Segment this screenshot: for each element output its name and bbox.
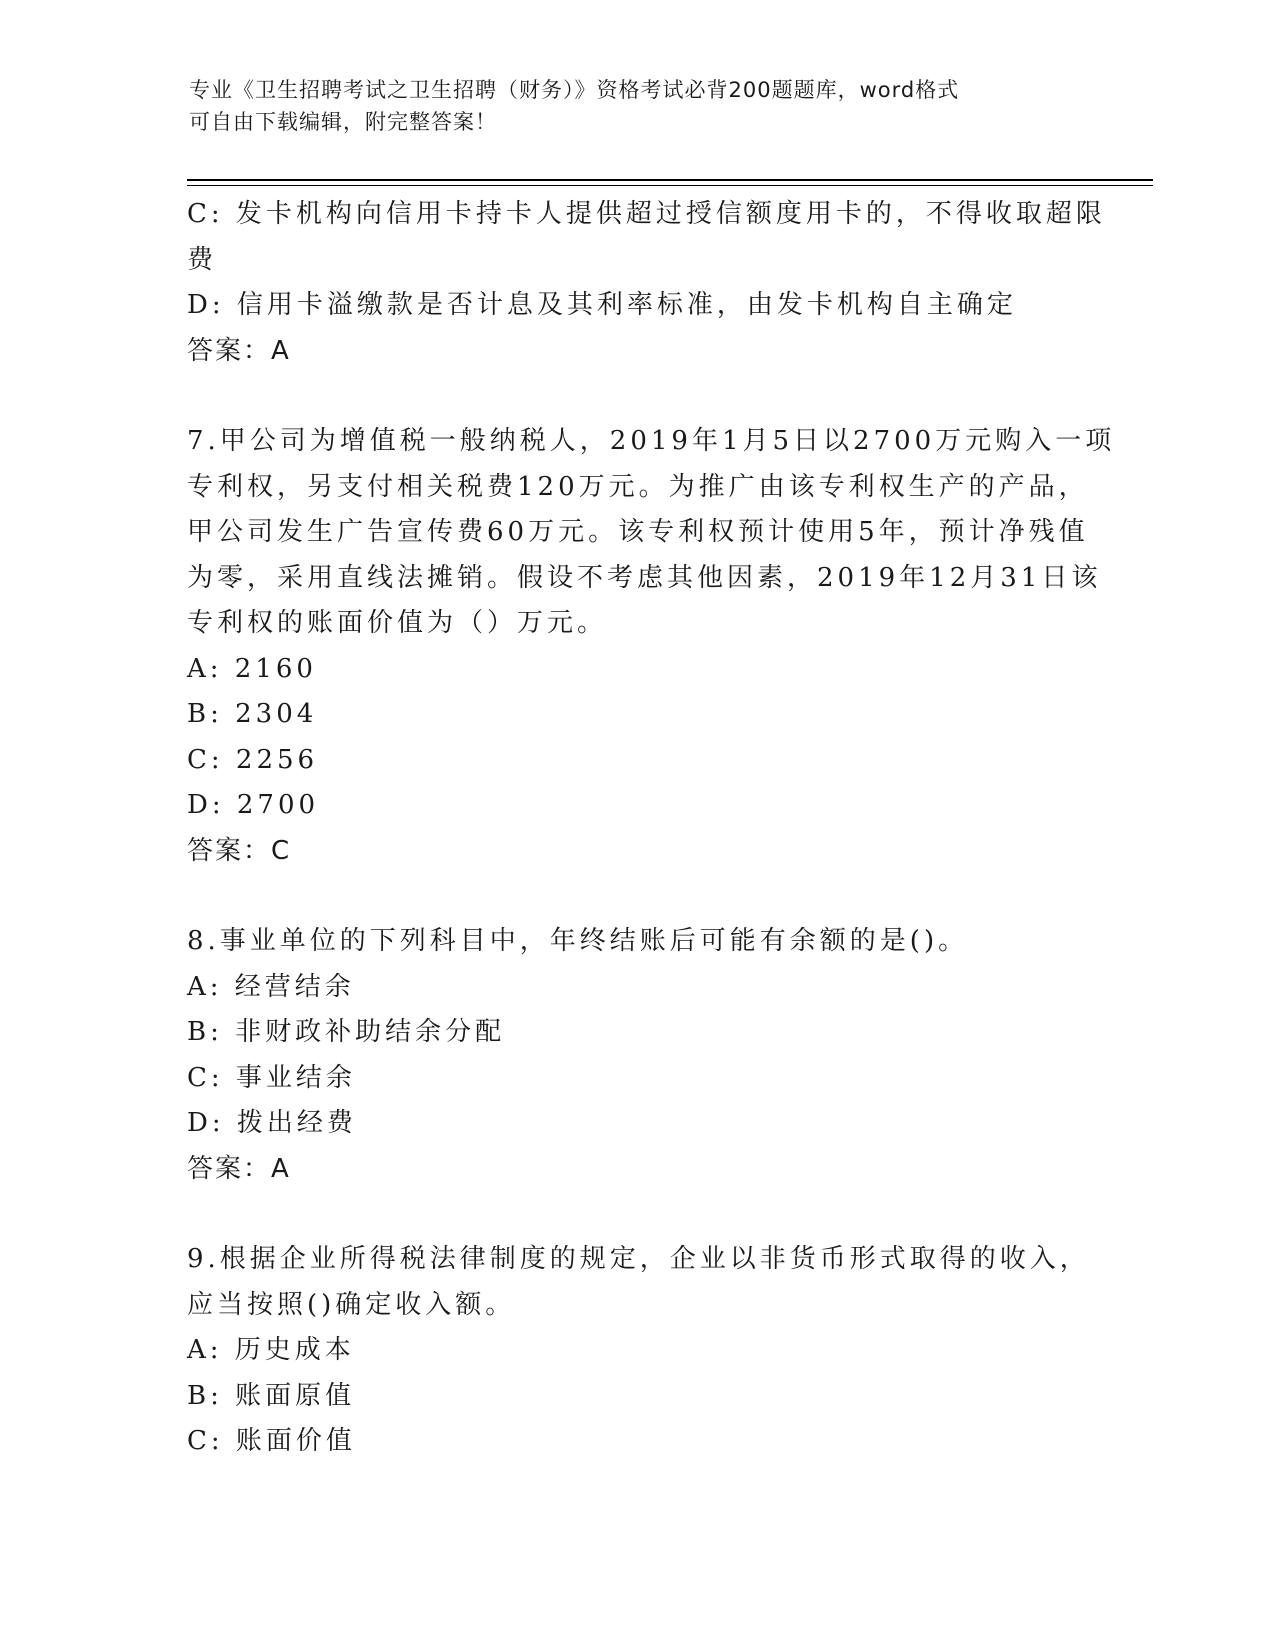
option-c-line-1: C: 发卡机构向信用卡持卡人提供超过授信额度用卡的，不得收取超限 [187,199,1106,229]
answer: 答案：A [187,335,291,366]
question-stem-line: 7.甲公司为增值税一般纳税人，2019年1月5日以2700万元购入一项 [187,426,1116,456]
option-a: A: 经营结余 [187,971,355,1002]
header-line-2: 可自由下载编辑，附完整答案！ [189,110,497,134]
question-stem-line: 为零，采用直线法摊销。假设不考虑其他因素，2019年12月31日该 [187,562,1102,593]
question-stem-line: 专利权的账面价值为（）万元。 [187,608,608,638]
question-6-continued [187,192,1106,374]
question-9 [187,1237,1090,1465]
answer: 答案：C [187,835,292,866]
header-rule-bottom [187,185,1153,186]
option-a: A: 历史成本 [187,1335,355,1365]
option-c: C: 2256 [187,744,319,775]
option-c: C: 账面价值 [187,1426,356,1456]
question-8 [187,919,1087,1192]
option-a: A: 2160 [187,653,317,684]
option-d: D: 拨出经费 [187,1108,357,1138]
option-d: D: 信用卡溢缴款是否计息及其利率标准，由发卡机构自主确定 [187,290,1017,320]
question-stem-line: 8.事业单位的下列科目中，年终结账后可能有余额的是()。 [187,926,969,956]
question-stem-line: 专利权，另支付相关税费120万元。为推广由该专利权生产的产品， [187,471,1089,502]
question-stem-line: 应当按照()确定收入额。 [187,1289,516,1320]
question-list [187,192,1116,1465]
option-c: C: 事业结余 [187,1062,356,1093]
question-7 [187,419,1116,874]
header-rule-top [187,179,1153,181]
option-b: B: 2304 [187,699,318,729]
question-stem-line: 甲公司发生广告宣传费60万元。该专利权预计使用5年，预计净残值 [187,517,1089,547]
option-b: B: 非财政补助结余分配 [187,1017,506,1047]
option-d: D: 2700 [187,790,320,820]
question-stem-line: 9.根据企业所得税法律制度的规定，企业以非货币形式取得的收入， [187,1244,1090,1274]
option-c-line-2: 费 [187,244,218,275]
option-b: B: 账面原值 [187,1380,356,1411]
header-line-1: 专业《卫生招聘考试之卫生招聘（财务）》资格考试必背200题题库，word格式 [189,78,960,102]
answer: 答案：A [187,1153,291,1184]
document-header [189,74,1089,138]
